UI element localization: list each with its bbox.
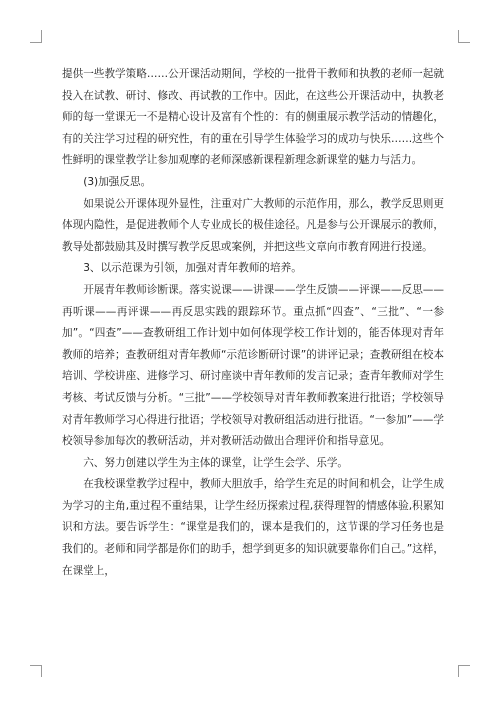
heading-demonstration-lessons: 3、以示范课为引领，加强对青年教师的培养。 (83, 262, 302, 275)
paragraph-teaching-reflection: 如果说公开课体现外显性，注重对广大教师的示范作用，那么，教学反思则更体现内隐性，是促进教师个人专业成长的极佳途径。凡是参与公开课展示的教师，教导处都鼓励其及时撰写教学反思或案例，并把这些文章向市教育网进行投递。 (62, 197, 444, 253)
crop-mark-top-left-horizontal (30, 42, 42, 43)
paragraph-classroom-teaching-process: 在我校课堂教学过程中，教师大胆放手，给学生充足的时间和机会，让学生成为学习的主角,重过程不重结果，让学生经历探索过程,获得理智的情感体验,积累知识和方法。要告诉学生：“课堂是我们的，课本是我们的，这节课的学习任务也是我们的。老师和同学都是你们的助手，想学到更多的知识就要靠你们自己。”这样，在课堂上， (62, 478, 444, 577)
crop-mark-top-right-vertical (458, 30, 459, 42)
paragraph-young-teacher-diagnosis: 开展青年教师诊断课。落实说课——讲课——学生反馈——评课——反思——再听课——再评课——再反思实践的跟踪环节。重点抓“四查”、“三批”、“一参加”。“四查”——查教研组工作计划中如何体现学校工作计划的，能否体现对青年教师的培养；查教研组对青年教师“示范诊断研讨课”的讲评记录；查教研组在校本培训、学校讲座、进修学习、研讨座谈中青年教师的发言记录；查青年教师对学生考核、考试反馈与分析。“三批”——学校领导对青年教师教案进行批语；学校领导对青年教师学习心得进行批语；学校领导对教研组活动进行批语。“一参加”——学校领导参加每次的教研活动，并对教研活动做出合理评价和指导意见。 (62, 283, 444, 448)
crop-mark-bottom-right-horizontal (458, 665, 470, 666)
document-body (62, 64, 444, 582)
crop-mark-top-right-horizontal (458, 42, 470, 43)
subheading-strengthen-reflection: (3)加强反思。 (83, 175, 152, 188)
crop-mark-bottom-right-vertical (458, 665, 459, 677)
paragraph-open-class-activities: 提供一些教学策略……公开课活动期间，学校的一批骨干教师和执教的老师一起就投入在试教、研讨、修改、再试教的工作中。因此，在这些公开课活动中，执教老师的每一堂课无一不是精心设计及富有个性的：有的侧重展示教学活动的情趣化，有的关注学习过程的研究性，有的重在引导学生体验学习的成功与快乐……这些个性鲜明的课堂教学让参加观摩的老师深感新课程新理念新课堂的魅力与活力。 (62, 68, 444, 167)
crop-mark-bottom-left-vertical (41, 665, 42, 677)
heading-student-centered-classroom: 六、努力创建以学生为主体的课堂，让学生会学、乐学。 (83, 456, 349, 469)
crop-mark-top-left-vertical (41, 30, 42, 42)
